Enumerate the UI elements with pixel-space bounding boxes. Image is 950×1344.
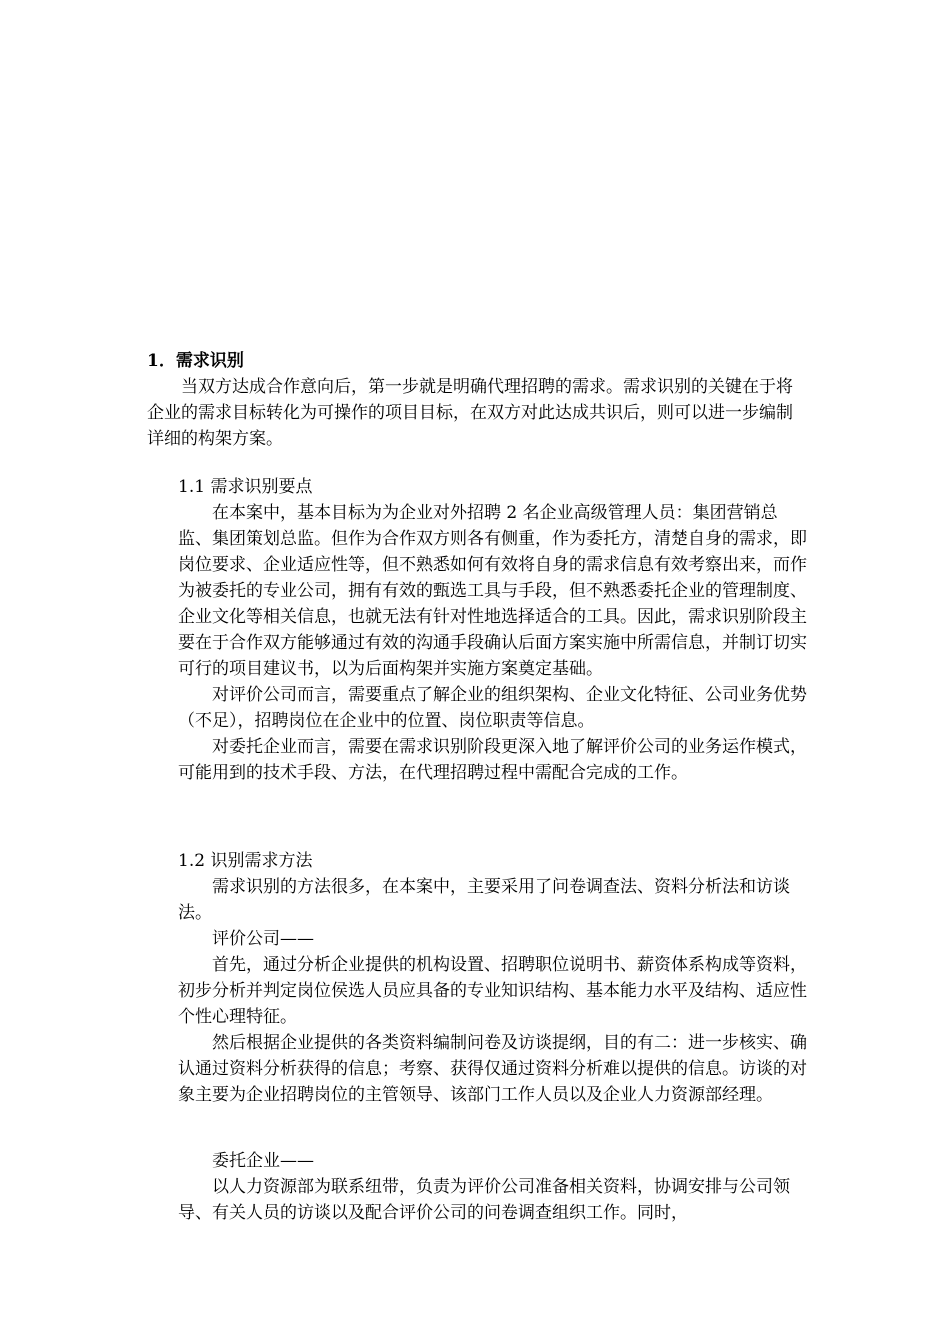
subsection-2-body-a xyxy=(178,874,808,1108)
subsection-2-paragraph-3: 首先，通过分析企业提供的机构设置、招聘职位说明书、薪资体系构成等资料，初步分析并判定岗位侯选人员应具备的专业知识结构、基本能力水平及结构、适应性个性心理特征。 xyxy=(178,955,807,1027)
subsection-1-body xyxy=(178,500,808,786)
subsection-2-body-b xyxy=(178,1148,808,1226)
subsection-1-paragraph-3: 对委托企业而言，需要在需求识别阶段更深入地了解评价公司的业务运作模式，可能用到的技术手段、方法，在代理招聘过程中需配合完成的工作。 xyxy=(178,737,807,783)
subsection-2-paragraph-5: 委托企业—— xyxy=(212,1151,314,1171)
subsection-2-paragraph-1: 需求识别的方法很多，在本案中，主要采用了问卷调查法、资料分析法和访谈法。 xyxy=(178,877,790,923)
subsection-2-paragraph-2: 评价公司—— xyxy=(212,929,314,949)
subsection-1-paragraph-2: 对评价公司而言，需要重点了解企业的组织架构、企业文化特征、公司业务优势（不足），招聘岗位在企业中的位置、岗位职责等信息。 xyxy=(178,685,807,731)
subsection-1-heading: 1.1 需求识别要点 xyxy=(178,477,313,497)
subsection-2-paragraph-6: 以人力资源部为联系纽带，负责为评价公司准备相关资料，协调安排与公司领导、有关人员的访谈以及配合评价公司的问卷调查组织工作。同时， xyxy=(178,1177,790,1223)
section-intro-paragraph: 当双方达成合作意向后，第一步就是明确代理招聘的需求。需求识别的关键在于将企业的需求目标转化为可操作的项目目标，在双方对此达成共识后，则可以进一步编制详细的构架方案。 xyxy=(147,377,793,449)
subsection-1-paragraph-1: 在本案中，基本目标为为企业对外招聘 2 名企业高级管理人员：集团营销总监、集团策划总监。但作为合作双方则各有侧重，作为委托方，清楚自身的需求，即岗位要求、企业适应性等，但不熟悉如何有效将自身的需求信息有效考察出来，而作为被委托的专业公司，拥有有效的甄选工具与手段，但不熟悉委托企业的管理制度、企业文化等相关信息，也就无法有针对性地选择适合的工具。因此，需求识别阶段主要在于合作双方能够通过有效的沟通手段确认后面方案实施中所需信息，并制订切实可行的项目建议书，以为后面构架并实施方案奠定基础。 xyxy=(178,503,807,679)
subsection-2-paragraph-4: 然后根据企业提供的各类资料编制问卷及访谈提纲，目的有二：进一步核实、确认通过资料分析获得的信息；考察、获得仅通过资料分析难以提供的信息。访谈的对象主要为企业招聘岗位的主管领导、该部门工作人员以及企业人力资源部经理。 xyxy=(178,1033,807,1105)
section-heading: 1．需求识别 xyxy=(147,351,244,371)
subsection-2-heading: 1.2 识别需求方法 xyxy=(178,851,313,871)
